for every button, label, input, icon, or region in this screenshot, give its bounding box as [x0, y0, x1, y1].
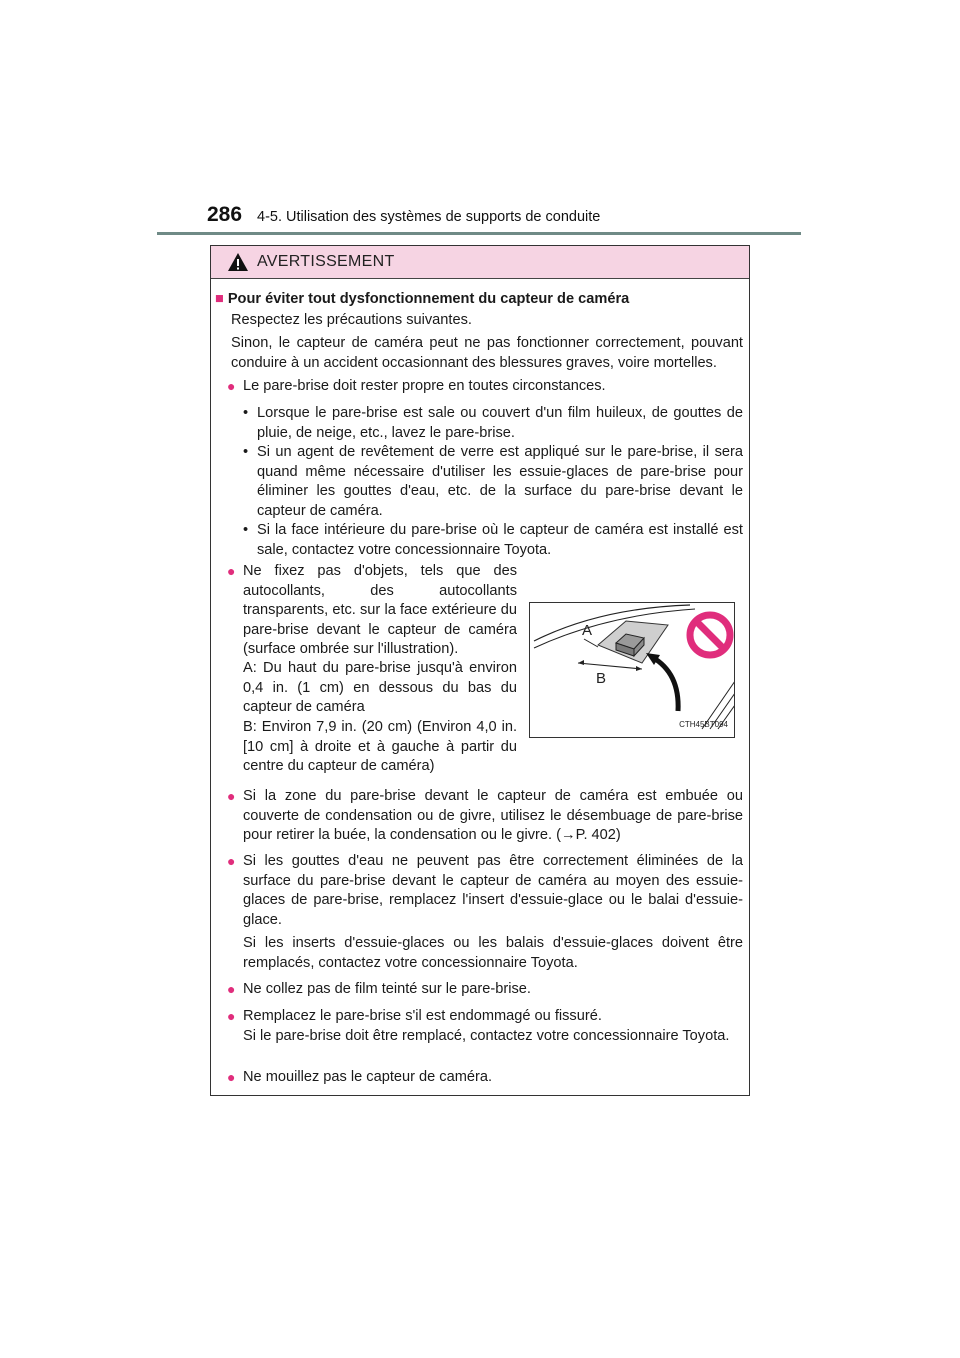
bullet-icon: ●	[227, 788, 236, 804]
sub-bullet-dot: •	[243, 405, 249, 421]
warning-title: AVERTISSEMENT	[257, 253, 395, 270]
sub-bullet-1-text: Lorsque le pare-brise est sale ou couvert d'un film huileux, de gouttes de pluie, de neige, etc., lavez le pare-brise.	[257, 405, 743, 441]
figure-code: CTH45BT094	[679, 719, 728, 729]
page-number: 286	[207, 203, 243, 226]
bullet-7-text: Ne mouillez pas le capteur de caméra.	[243, 1069, 493, 1085]
bullet-icon: ●	[227, 981, 236, 997]
bullet-6-line2: Si le pare-brise doit être remplacé, contactez votre concessionnaire Toyota.	[243, 1028, 730, 1044]
bullet-icon: ●	[227, 853, 236, 869]
sub-bullet-3-text: Si la face intérieure du pare-brise où le capteur de caméra est installé est sale, contactez votre concessionnaire Toyota.	[257, 522, 743, 558]
bullet-3-text: Si la zone du pare-brise devant le capteur de caméra est embuée ou couverte de condensation ou de givre, utilisez le désembuage de pare-brise pour retirer la buée, la condensation ou le givre. (→P. 402)	[243, 788, 743, 843]
bullet-2-label-a: A: Du haut du pare-brise jusqu'à environ 0,4 in. (1 cm) en dessous du bas du capteur de caméra	[243, 660, 517, 715]
sub-bullet-dot: •	[243, 444, 249, 460]
bullet-4-text: Si les gouttes d'eau ne peuvent pas être correctement éliminées de la surface du pare-brise devant le capteur de caméra au moyen des essuie-glaces de pare-brise, remplacez l'insert d'essuie-glace ou le balai d'essuie-glace.	[243, 853, 743, 928]
warning-heading	[215, 290, 629, 310]
sub-bullet-2-text: Si un agent de revêtement de verre est appliqué sur le pare-brise, il sera quand même nécessaire d'utiliser les essuie-glaces de pare-brise pour éliminer les gouttes d'eau, etc. de la surface du pare-brise devant le capteur de caméra.	[257, 444, 743, 519]
camera-sensor-illustration	[529, 602, 735, 738]
bullet-icon: ●	[227, 1008, 236, 1024]
intro-text-1: Respectez les précautions suivantes.	[231, 312, 472, 328]
intro-text-2: Sinon, le capteur de caméra peut ne pas fonctionner correctement, pouvant conduire à un accident occasionnant des blessures graves, voire mortelles.	[231, 335, 743, 371]
bullet-icon: ●	[227, 563, 236, 579]
bullet-5-text: Ne collez pas de film teinté sur le pare-brise.	[243, 981, 531, 997]
bullet-4-extra-text: Si les inserts d'essuie-glaces ou les balais d'essuie-glaces doivent être remplacés, contactez votre concessionnaire Toyota.	[243, 935, 743, 971]
bullet-2-text: Ne fixez pas d'objets, tels que des autocollants, des autocollants transparents, etc. sur la face extérieure du pare-brise devant le capteur de caméra (surface ombrée sur l'illustration).	[243, 563, 517, 657]
warning-triangle-icon	[227, 252, 249, 272]
sub-bullet-dot: •	[243, 522, 249, 538]
section-title: 4-5. Utilisation des systèmes de supports de conduite	[257, 209, 601, 225]
bullet-icon: ●	[227, 378, 236, 394]
warning-heading-text: Pour éviter tout dysfonctionnement du capteur de caméra	[227, 291, 630, 307]
bullet-2-label-b: B: Environ 7,9 in. (20 cm) (Environ 4,0 in. [10 cm] à droite et à gauche à partir du centre du capteur de caméra)	[243, 719, 517, 774]
header-divider	[157, 232, 801, 235]
bullet-6-text: Remplacez le pare-brise s'il est endommagé ou fissuré.	[243, 1008, 602, 1024]
label-a: A	[582, 622, 593, 639]
bullet-icon: ●	[227, 1069, 236, 1085]
square-bullet-icon: ■	[215, 291, 224, 307]
warning-box	[210, 245, 750, 1096]
label-b: B	[596, 670, 607, 687]
bullet-1-text: Le pare-brise doit rester propre en toutes circonstances.	[243, 378, 606, 394]
warning-header	[211, 246, 749, 279]
